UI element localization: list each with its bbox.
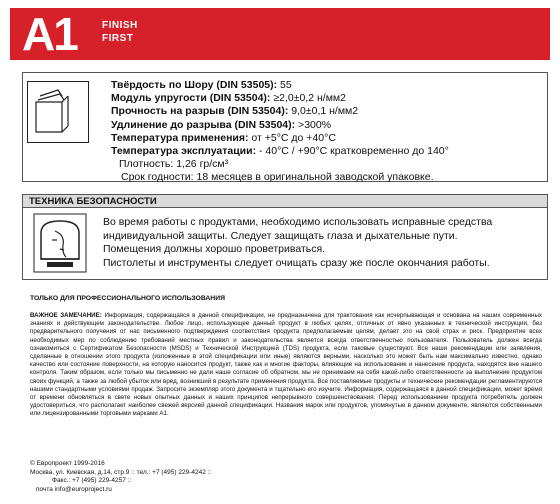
property-row: Температура эксплуатации: - 40°C / +90°C кратковременно до 140° (111, 145, 449, 158)
brand-tagline (102, 19, 138, 45)
properties-panel (22, 72, 548, 182)
copyright: © Европроект 1999-2016 (30, 460, 105, 467)
face-shield-icon (33, 213, 87, 273)
safety-text (103, 216, 543, 270)
fax-line: Факс.: +7 (495) 229-4257 :: (52, 477, 132, 485)
property-row: Прочность на разрыв (DIN 53504): 9,0±0,1 н/мм2 (111, 105, 359, 118)
property-row: Температура применения: от +5°C до +40°C (111, 131, 336, 144)
property-row: Плотность: 1,26 гр/см³ (119, 158, 229, 171)
brand-bar (10, 8, 550, 60)
address-line: Москва, ул. Киевская, д.14, стр.9 :: тел.: +7 (495) 229-4242 :: (30, 468, 212, 476)
brand-logo: A1 (22, 8, 77, 60)
property-row: Удлинение до разрыва (DIN 53504): >300% (111, 118, 332, 131)
header (0, 0, 560, 68)
property-row: Твёрдость по Шору (DIN 53505): 55 (111, 79, 292, 91)
property-row: Модуль упругости (DIN 53504): ≥2,0±0,2 н/мм2 (111, 92, 346, 105)
important-note (30, 312, 542, 419)
property-row: Срок годности: 18 месяцев в оригинальной заводской упаковке. (121, 171, 434, 184)
safety-title: ТЕХНИКА БЕЗОПАСНОСТИ (23, 195, 547, 208)
safety-line: Во время работы с продуктами, необходимо использовать исправные средства индивидуальной защиты. Следует защищать глаза и дыхательные пути. (103, 216, 493, 242)
email-line: почта info@europroject.ru (36, 485, 112, 493)
professional-use-heading: ТОЛЬКО ДЛЯ ПРОФЕССИОНАЛЬНОГО ИСПОЛЬЗОВАНИЯ (30, 295, 225, 302)
safety-line: Пистолеты и инструменты следует очищать сразу же после окончания работы. (103, 256, 490, 269)
safety-panel (22, 194, 548, 280)
book-icon (27, 81, 89, 143)
properties-list (111, 79, 449, 185)
note-label: ВАЖНОЕ ЗАМЕЧАНИЕ: (30, 312, 102, 319)
note-text: Информация, содержащаяся в данной спецификации, не предназначена для трактования как исчерпывающая и основана на наших современных знаниях и действующем законодательстве. Любое лицо, использующее данный продукт в любых целях, отличных от явно указанных в технической инструкции, без предварительного получения от нас письменного подтверждения соответствия продукта предполагаемым целям, делает это на свой страх и риск. Предприятие всех необходимых мер по соблюдению требований местных правил и законодательства является всегда ответственностью пользователя. Пользователь должен всегда ознакомиться с Сертификатом Безопасности (MSDS) и Технической Инструкцией (TDS) продукта, если таковые существуют. Все наши рекомендации или заявления, сделанные в отношении этого продукта (изложенные в этой спецификации или иные) являются верными, насколько это может быть нам максимально известно, однако качество или состояние поверхности, на которую наносится продукт, также как и многие факторы, влияющие на использование и нанесение продукта, находятся вне нашего контроля. Таким образом, если только мы письменно не дали наше согласие об обратном, мы не принимаем на себя какой-либо ответственности за выполнение продуктом своих функций, а также за любой убыток или вред, возникший в результате применения продукта. Все поставляемые продукты и технические рекомендации регламентируются нашими стандартными условиями продаж. Запросите экземпляр этого документа и тщательно его изучите. Информация, содержащаяся в данной спецификации, может время от времени обновляться в свете новых опытных данных и наших принципов непрерывного совершенствования. Перед использованием продукта потребитель должен удостовериться, что располагает наиболее свежей версией данной спецификации. Названия марок или продуктов, упомянутые в данном документе, являются собственными или лицензированными торговыми марками A1. (30, 312, 542, 418)
footer-contacts (30, 460, 211, 494)
safety-line: Помещения должны хорошо проветриваться. (103, 243, 326, 255)
brand-tagline-2: FIRST (102, 33, 134, 44)
brand-tagline-1: FINISH (102, 20, 138, 31)
